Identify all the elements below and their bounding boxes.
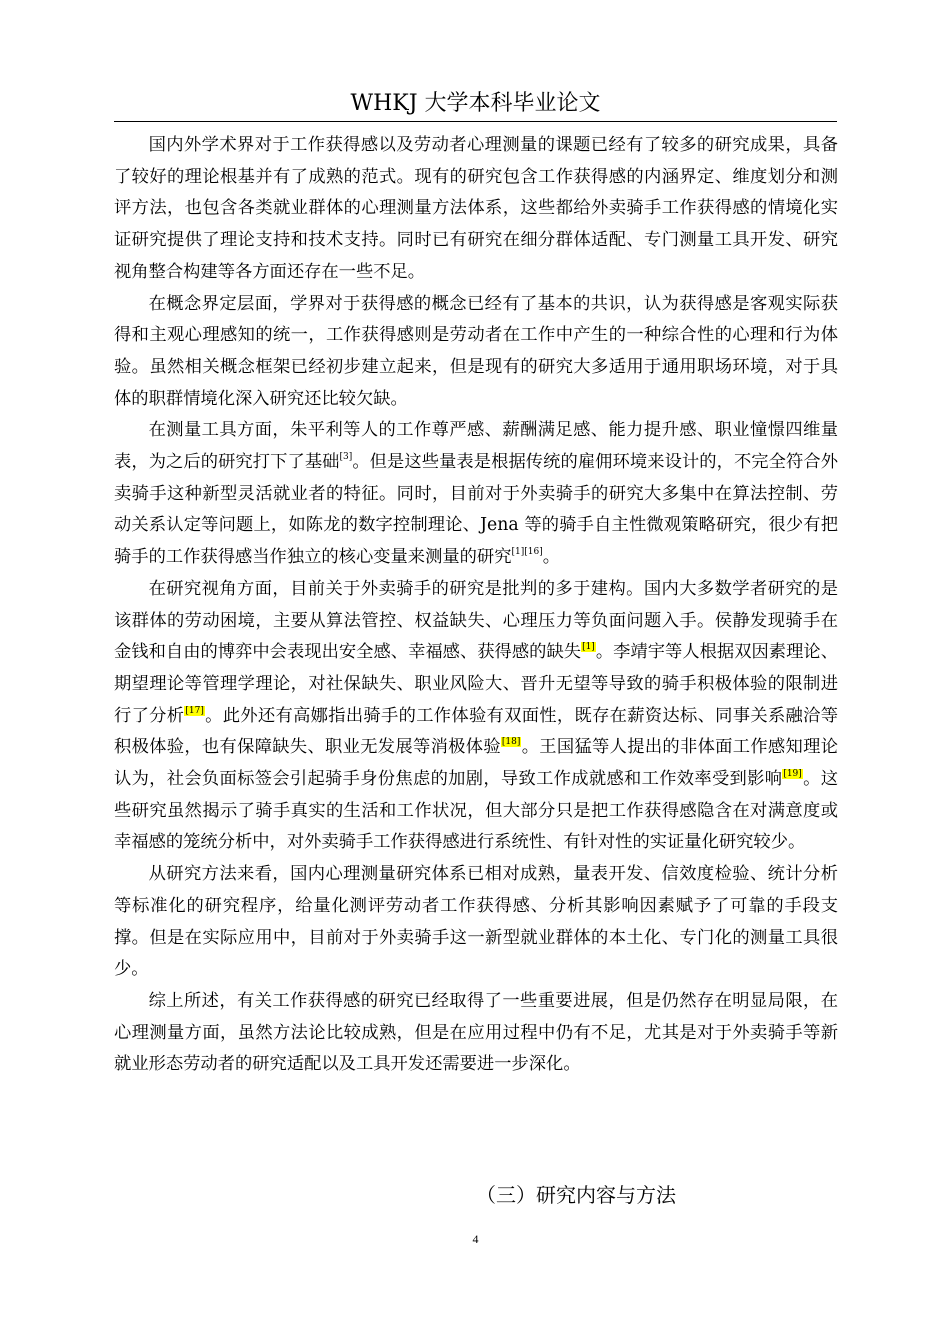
citation-1-16: [1][16] xyxy=(511,547,543,558)
paragraph-4-text-5: 。这些研究虽然揭示了骑手真实的生活和工作状况，但大部分只是把工作获得感隐含在对满意度或幸福感的笼统分析中，对外卖骑手工作获得感进行系统性、有针对性的实证量化研究较少。 xyxy=(114,769,838,853)
citation-17-highlighted: [17] xyxy=(185,705,204,716)
paragraph-4-text-4: 。王国猛等人提出的非体面工作感知理论认为，社会负面标签会引起骑手身份焦虑的加剧，导致工作成就感和工作效率受到影响 xyxy=(114,737,838,790)
document-body xyxy=(114,130,838,1081)
citation-1-highlighted: [1] xyxy=(582,642,595,653)
paragraph-4 xyxy=(114,574,838,859)
citation-19-highlighted: [19] xyxy=(783,769,802,780)
citation-18-highlighted: [18] xyxy=(501,737,521,748)
paragraph-6: 综上所述，有关工作获得感的研究已经取得了一些重要进展，但是仍然存在明显局限，在心理测量方面，虽然方法论比较成熟，但是在应用过程中仍有不足，尤其是对于外卖骑手等新就业形态劳动者的研究适配以及工具开发还需要进一步深化。 xyxy=(114,990,838,1075)
paragraph-1: 国内外学术界对于工作获得感以及劳动者心理测量的课题已经有了较多的研究成果，具备了较好的理论根基并有了成熟的范式。现有的研究包含工作获得感的内涵界定、维度划分和测评方法，也包含各类就业群体的心理测量方法体系，这些都给外卖骑手工作获得感的情境化实证研究提供了理论支持和技术支持。同时已有研究在细分群体适配、专门测量工具开发、研究视角整合构建等各方面还存在一些不足。 xyxy=(114,135,838,282)
paragraph-2: 在概念界定层面，学界对于获得感的概念已经有了基本的共识，认为获得感是客观实际获得和主观心理感知的统一，工作获得感则是劳动者在工作中产生的一种综合性的心理和行为体验。虽然相关概念框架已经初步建立起来，但是现有的研究大多适用于通用职场环境，对于具体的职群情境化深入研究还比较欠缺。 xyxy=(114,293,838,409)
paragraph-3-text-1: 在测量工具方面，朱平利等人的工作尊严感、薪酬满足感、能力提升感、职业憧憬四维量表，为之后的研究打下了基础 xyxy=(114,420,838,473)
paragraph-3 xyxy=(114,415,838,574)
paragraph-4-text-2: 。李靖宇等人根据双因素理论、期望理论等管理学理论，对社保缺失、职业风险大、晋升无望等导致的骑手积极体验的限制进行了分析 xyxy=(114,642,838,726)
paragraph-4-text-3: 。此外还有高娜指出骑手的工作体验有双面性，既存在薪资达标、同事关系融洽等积极体验，也有保障缺失、职业无发展等消极体验 xyxy=(114,705,838,758)
header-divider xyxy=(114,121,837,122)
paragraph-3-text-2: 。但是这些量表是根据传统的雇佣环境来设计的，不完全符合外卖骑手这种新型灵活就业者的特征。同时，目前对于外卖骑手的研究大多集中在算法控制、劳动关系认定等问题上，如陈龙的数字控制理论、Jena 等的骑手自主性微观策略研究，很少有把骑手的工作获得感当作独立的核心变量来测量的研究 xyxy=(114,452,838,568)
page-number: 4 xyxy=(472,1232,479,1246)
paragraph-3-text-3: 。 xyxy=(542,547,561,568)
paragraph-5: 从研究方法来看，国内心理测量研究体系已相对成熟，量表开发、信效度检验、统计分析等标准化的研究程序，给量化测评劳动者工作获得感、分析其影响因素赋予了可靠的手段支撑。但是在实际应用中，目前对于外卖骑手这一新型就业群体的本土化、专门化的测量工具很少。 xyxy=(114,864,838,980)
page-header-title: WHKJ 大学本科毕业论文 xyxy=(350,91,601,116)
citation-3: [3] xyxy=(339,452,353,463)
section-heading: （三）研究内容与方法 xyxy=(476,1183,676,1207)
paragraph-4-text-1: 在研究视角方面，目前关于外卖骑手的研究是批判的多于建构。国内大多数学者研究的是该群体的劳动困境，主要从算法管控、权益缺失、心理压力等负面问题入手。侯静发现骑手在金钱和自由的博弈中会表现出安全感、幸福感、获得感的缺失 xyxy=(114,578,838,663)
